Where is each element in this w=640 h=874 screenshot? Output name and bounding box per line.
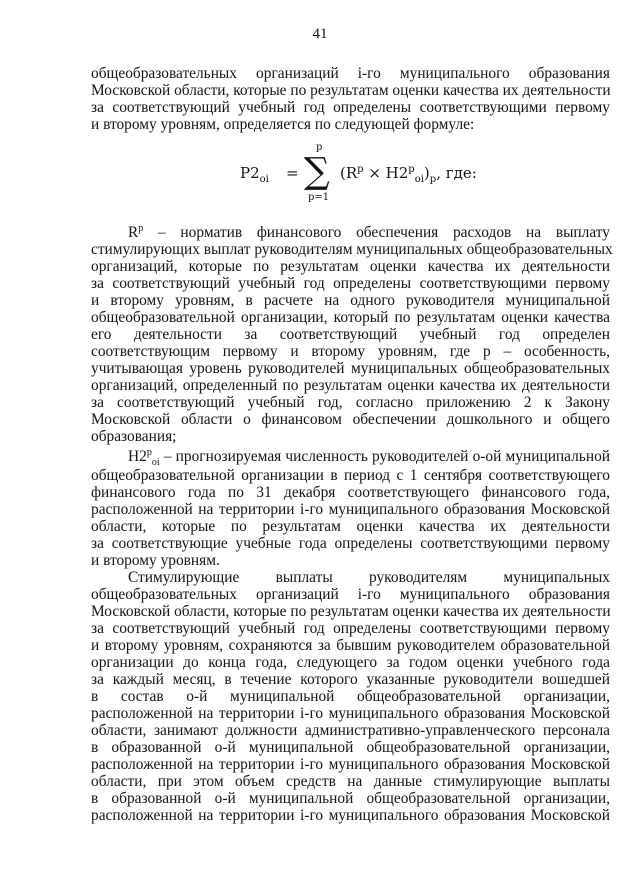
text-line: стимулирующих выплат руководителям муниципальных общеобразовательных [91, 241, 613, 258]
page-number: 41 [312, 26, 328, 42]
text-line: за каждый месяц, в течение которого указанные руководители вошедшей [91, 671, 610, 688]
formula [240, 142, 500, 212]
text-line: за соответствующий учебный год определены соответствующими первому [91, 620, 610, 637]
text-line: организации до конца года, следующего за годом оценки учебного года [91, 654, 610, 671]
text-line: за соответствующий учебный год определены соответствующими первому [91, 99, 610, 116]
text-line: соответствующим первому и второму уровням, где р – особенность, [91, 343, 610, 360]
text-line: за соответствующий учебный год определены соответствующими первому [91, 275, 610, 292]
text-line: за соответствующие учебные года определены соответствующими первому [91, 535, 610, 552]
text-line: общеобразовательной организации, который по результатам оценки качества [91, 309, 610, 326]
text-line: и второму уровням. [91, 552, 220, 569]
text-line: в образованной о-й муниципальной общеобразовательной организации, [91, 790, 610, 807]
definition-h2: $H2^p_{oi}$ – прогнозируемая численность руководителей о-ой муниципальной [128, 446, 610, 469]
text-line: расположенной на территории i-го муниципального образования Московской [91, 501, 610, 518]
text-line: расположенной на территории i-го муниципального образования Московской [91, 807, 610, 824]
sum-upper-limit: p [316, 142, 323, 153]
definition-rp: $R^p$ – норматив финансового обеспечения расходов на выплату [128, 222, 610, 241]
formula-body: $(R^p \times H2^p_{oi})_p$, где: [340, 164, 477, 185]
text-line: финансового года по 31 декабря соответствующего финансового года, [91, 484, 610, 501]
text-line: общеобразовательных организаций i-го муниципального образования [91, 65, 610, 82]
text-line: общеобразовательных организаций i-го муниципального образования [91, 586, 610, 603]
text-line: Московской области о финансовом обеспечении дошкольного и общего [91, 411, 610, 428]
text-line: и второму уровням, сохраняются за бывшим руководителем образовательной [91, 637, 610, 654]
text-line: Московской области, которые по результатам оценки качества их деятельности [91, 603, 611, 620]
text-line: в образованной о-й муниципальной общеобразовательной организации, [91, 739, 610, 756]
formula-equals: = [286, 164, 299, 182]
formula-lhs: $P2_{oi}$ [240, 164, 269, 185]
h2-symbol: $H2^p_{oi}$ [128, 446, 160, 469]
text-line: Стимулирующие выплаты руководителям муниципальных [128, 569, 610, 586]
text-line: области, которые по результатам оценки качества их деятельности [91, 518, 610, 535]
text-line: за соответствующий учебный год, согласно приложению 2 к Закону [91, 394, 610, 411]
text-line: в состав о-й муниципальной общеобразовательной организации, [91, 688, 610, 705]
text-line: организаций, определенный по результатам оценки качества их деятельности [91, 377, 610, 394]
text-line: учитывающая уровень руководителей муниципальных общеобразовательных [91, 360, 610, 377]
text-line: Московской области, которые по результатам оценки качества их деятельности [91, 82, 611, 99]
text-line: области, занимают должности административно-управленческого персонала [91, 722, 610, 739]
text-line: образования; [91, 428, 177, 445]
text-line: области, при этом объем средств на данные стимулирующие выплаты [91, 773, 610, 790]
sum-lower-limit: p=1 [308, 192, 330, 203]
text-line: и второму уровням, определяется по следующей формуле: [91, 116, 475, 133]
rp-symbol: $R^p$ [128, 222, 144, 241]
text-line: и второму уровням, в расчете на одного руководителя муниципальной [91, 292, 610, 309]
text-line: расположенной на территории i-го муниципального образования Московской [91, 705, 610, 722]
text-line: расположенной на территории i-го муниципального образования Московской [91, 756, 610, 773]
text-line: его деятельности за соответствующий учебный год определен [91, 326, 610, 343]
sigma-symbol: ∑ [304, 151, 330, 192]
text-line: общеобразовательной организации в период с 1 сентября соответствующего [91, 467, 610, 484]
text-line: организаций, которые по результатам оценки качества их деятельности [91, 258, 610, 275]
